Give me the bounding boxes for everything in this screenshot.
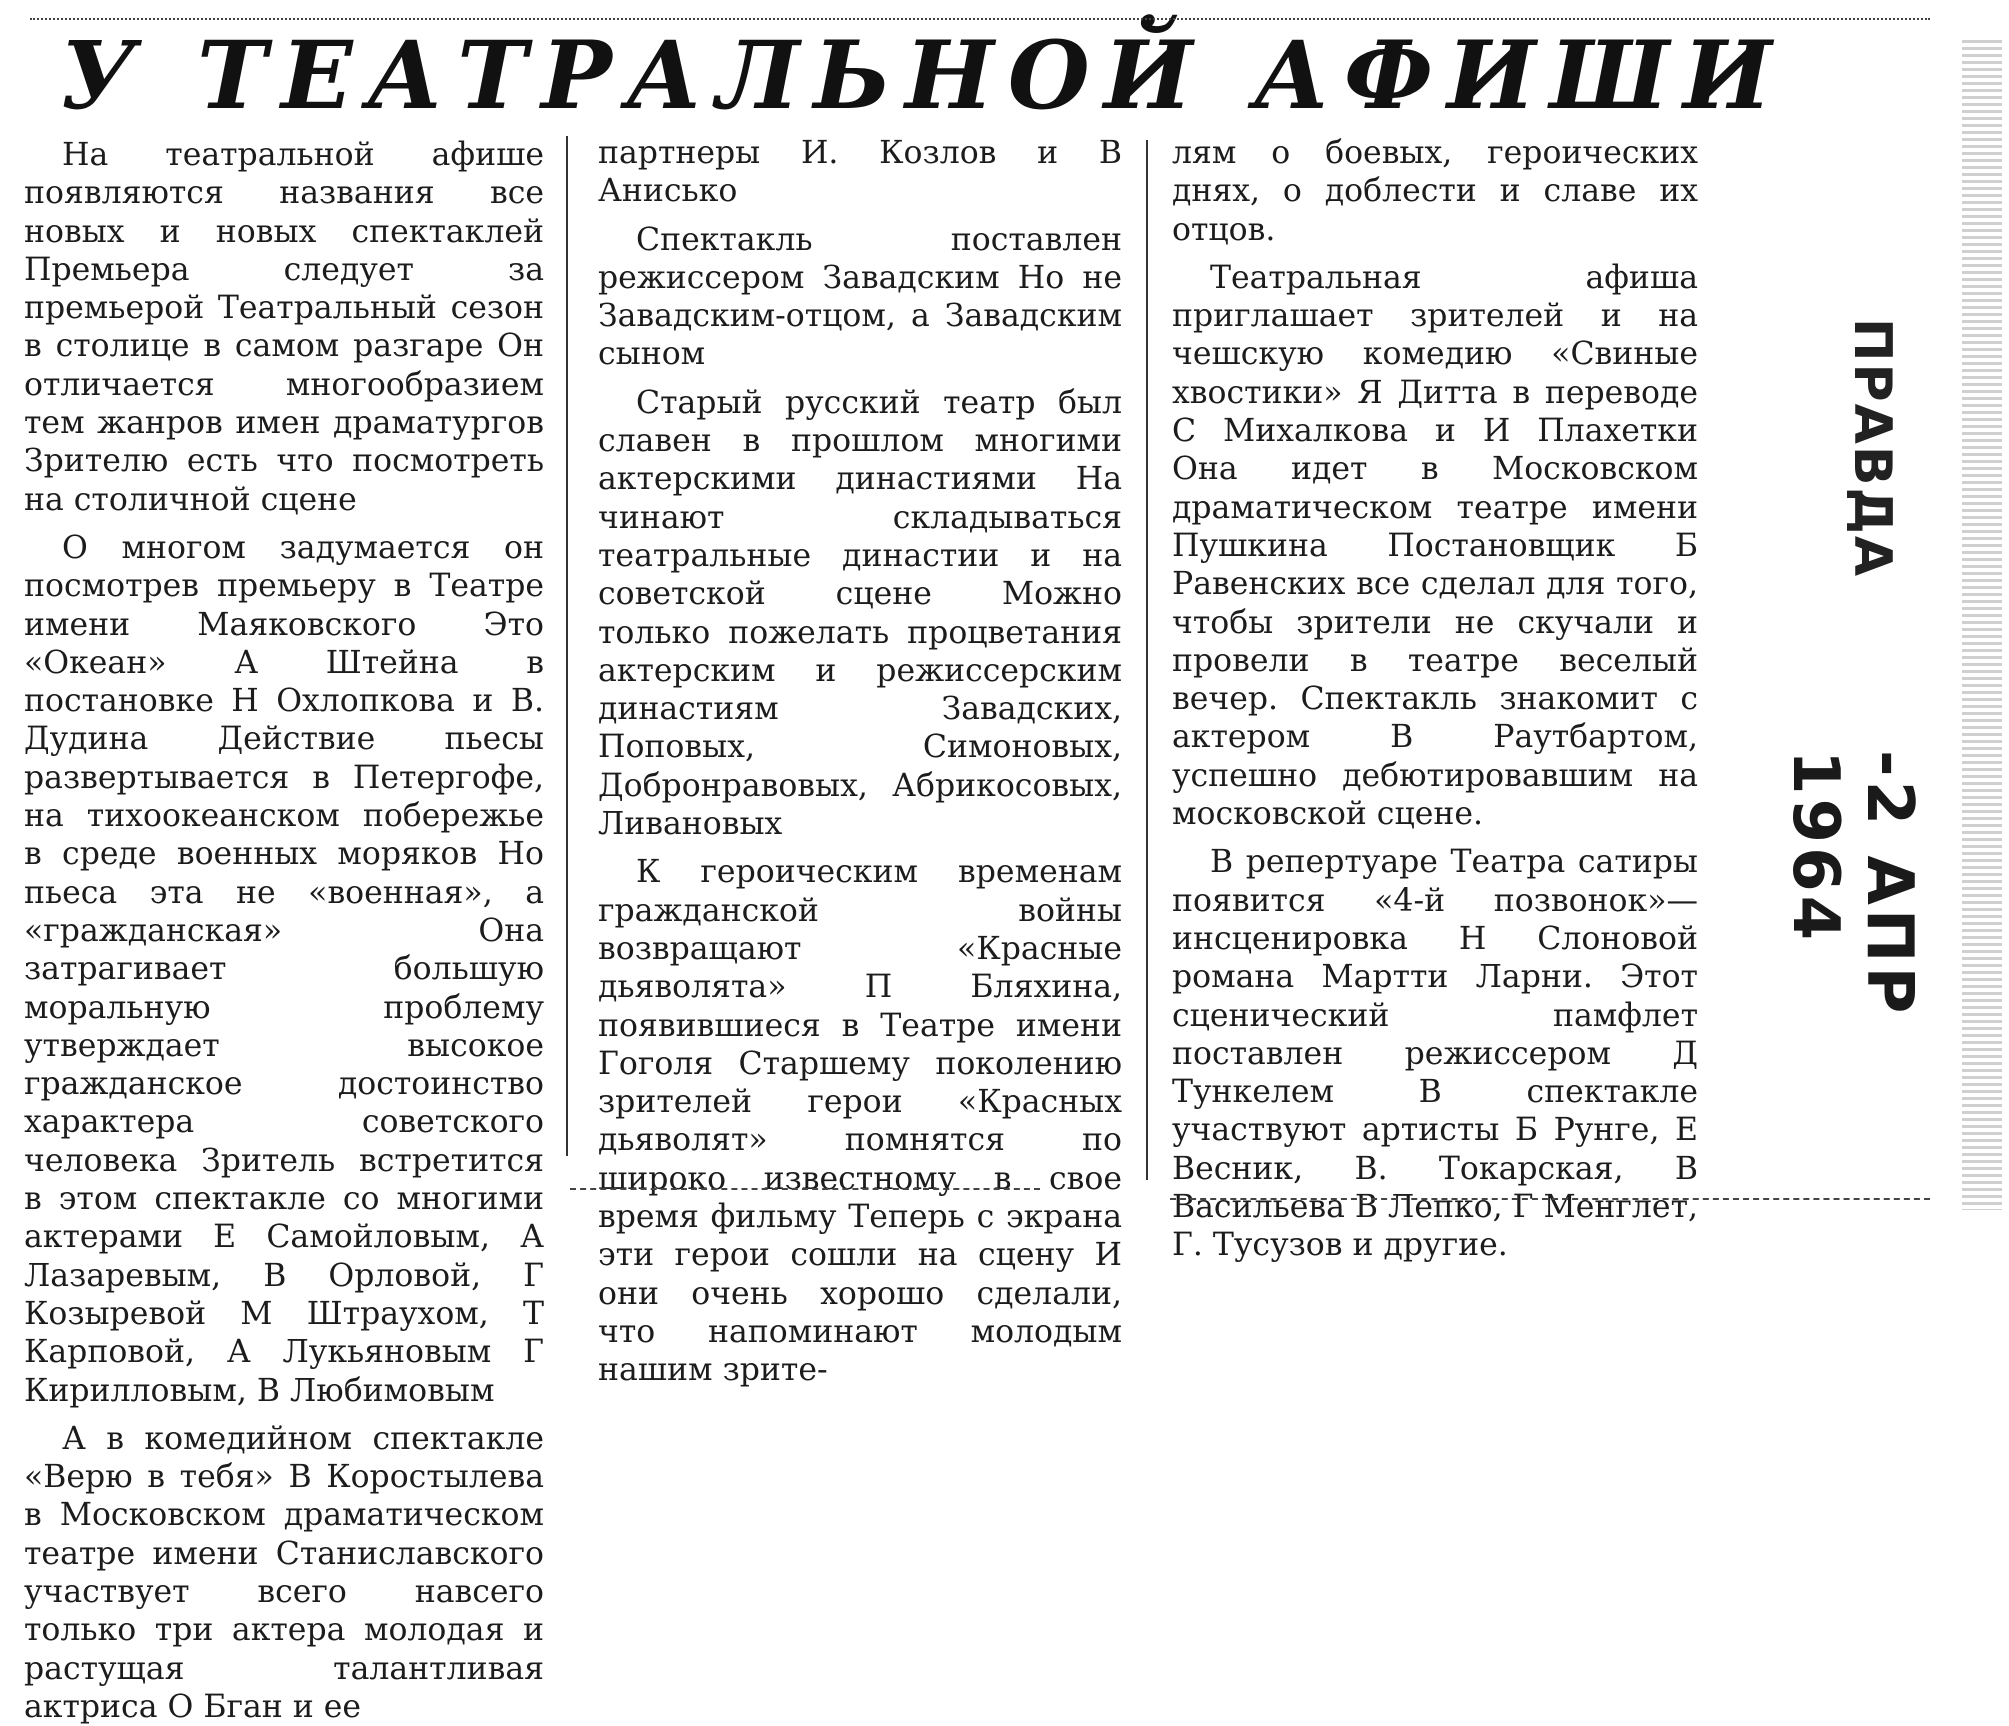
paragraph: Театральная афиша приглашает зрителей и на чешскую комедию «Свиные хвостики» Я Дитта в переводе С Михалкова и И Плахетки Она идет в Московском драматическом театре имени Пушкина Постановщик Б Равенских все сделал для того, чтобы зрители не скучали и провели в театре веселый вечер. Спектакль знакомит с актером В Раутбартом, успешно дебютировавшим на московской сцене. xyxy=(1172,259,1698,833)
paragraph: К героическим временам гражданской войны возвращают «Красные дьяволята» П Бляхина, появившиеся в Театре имени Гоголя Старшему поколению зрителей герои «Красных дьяволят» помнятся по широко известному в свое время фильму Теперь с экрана эти герои сошли на сцену И они очень хорошо сделали, что напоминают молодым нашим зрите- xyxy=(598,854,1122,1389)
article-column-2 xyxy=(598,134,1122,1390)
clipping-border xyxy=(1962,40,2002,1210)
paragraph: Старый русский театр был славен в прошлом многими актерскими династиями На чинают складываться театральные династии и на советской сцене Можно только пожелать процветания актерским и режиссерским династиям Завадских, Поповых, Симоновых, Добронравовых, Абрикосовых, Ливановых xyxy=(598,384,1122,843)
article-column-3 xyxy=(1172,134,1698,1265)
column-divider xyxy=(566,136,568,1156)
clipping-edge xyxy=(30,18,1930,20)
column-divider xyxy=(1146,140,1148,1180)
paragraph: лям о боевых, героических днях, о доблести и славе их отцов. xyxy=(1172,135,1698,248)
paragraph: Спектакль поставлен режиссером Завадским Но не Завадским-отцом, а Завадским сыном xyxy=(598,221,1122,373)
newspaper-stamp-name: ПРАВДА xyxy=(1842,318,1902,579)
clipping-edge xyxy=(570,1188,1040,1190)
paragraph: А в комедийном спектакле «Верю в тебя» В Коростылева в Московском драматическом театре имени Станиславского участвует всего навсего только три актера молодая и растущая талантливая актриса О Бган и ее xyxy=(24,1420,544,1725)
paragraph: На театральной афише появляются названия все новых и новых спектаклей Премьера следует за премьерой Театральный сезон в столице в самом разгаре Он отличается многообразием тем жанров имен драматургов Зрителю есть что посмотреть на столичной сцене xyxy=(24,137,544,518)
article-column-1 xyxy=(24,136,544,1726)
paragraph: партнеры И. Козлов и В Анисько xyxy=(598,135,1122,210)
clipping-edge xyxy=(1170,1198,1930,1200)
paragraph: В репертуаре Театра сатиры появится «4-й позвонок»—инсценировка Н Слоновой романа Мартти Ларни. Этот сценический памфлет поставлен режиссером Д Тункелем В спектакле участвуют артисты Б Рунге, Е Весник, В. Токарская, В Васильева В Лепко, Г Менглет, Г. Тусузов и другие. xyxy=(1172,844,1699,1264)
paragraph: О многом задумается он посмотрев премьеру в Театре имени Маяковского Это «Океан» А Штейна в постановке Н Охлопкова и В. Дудина Действие пьесы развертывается в Петергофе, на тихоокеанском побережье в среде военных моряков Но пьеса эта не «военная», а «гражданская» Она затрагивает большую моральную проблему утверждает высокое гражданское достоинство характера советского человека Зритель встретится в этом спектакле со многими актерами Е Самойловым, А Лазаревым, В Орловой, Г Козыревой М Штраухом, Т Карповой, А Лукьяновым Г Кирилловым, В Любимовым xyxy=(24,529,544,1409)
article-title: У ТЕАТРАЛЬНОЙ АФИШИ xyxy=(60,21,1786,131)
newspaper-stamp-date: -2 АПР 1964 xyxy=(1778,750,1926,1018)
